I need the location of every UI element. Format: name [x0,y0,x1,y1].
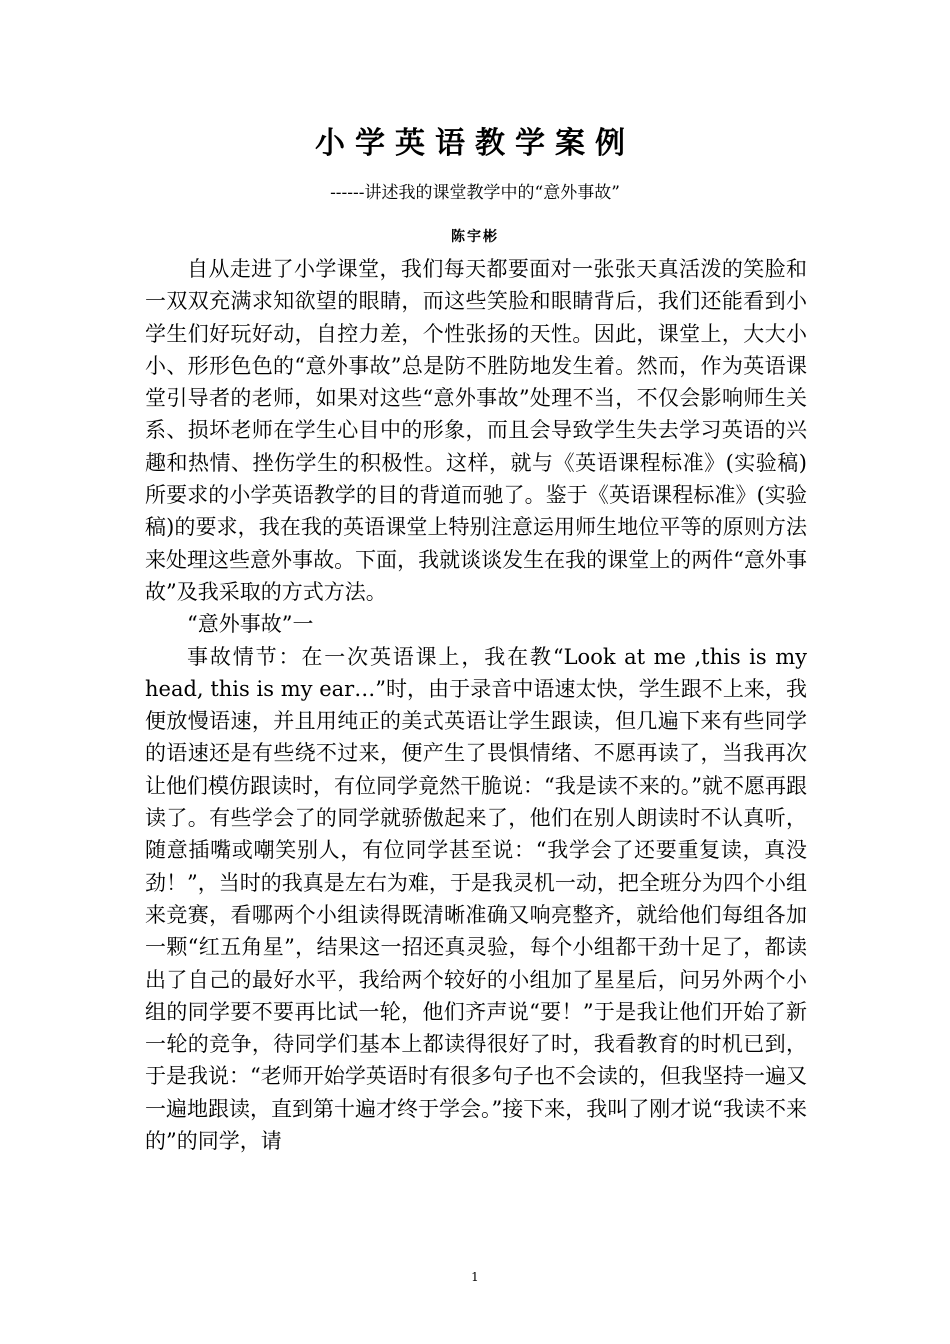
paragraph-incident: 事故情节：在一次英语课上，我在教“Look at me ,this is my head, this is my ear…”时，由于录音中语速太快，学生跟不上来，我便放慢语速，并且用纯正的美式英语让学生跟读，但几遍下来有些同学的语速还是有些绕不过来，便产生了畏惧情绪、不愿再读了，当我再次让他们模仿跟读时，有位同学竟然干脆说：“我是读不来的。”就不愿再跟读了。有些学会了的同学就骄傲起来了，他们在别人朗读时不认真听，随意插嘴或嘲笑别人，有位同学甚至说：“我学会了还要重复读，真没劲！”，当时的我真是左右为难，于是我灵机一动，把全班分为四个小组来竞赛，看哪两个小组读得既清晰准确又响亮整齐，就给他们每组各加一颗“红五角星”，结果这一招还真灵验，每个小组都干劲十足了，都读出了自己的最好水平，我给两个较好的小组加了星星后，问另外两个小组的同学要不要再比试一轮，他们齐声说“要！”于是我让他们开始了新一轮的竞争，待同学们基本上都读得很好了时，我看教育的时机已到，于是我说：“老师开始学英语时有很多句子也不会读的，但我坚持一遍又一遍地跟读，直到第十遍才终于学会。”接下来，我叫了刚才说“我读不来的”的同学，请 [145,644,807,1154]
body-text [145,253,807,1157]
paragraph-intro: 自从走进了小学课堂，我们每天都要面对一张张天真活泼的笑脸和一双双充满求知欲望的眼睛，而这些笑脸和眼睛背后，我们还能看到小学生们好玩好动，自控力差，个性张扬的天性。因此，课堂上，大大小小、形形色色的“意外事故”总是防不胜防地发生着。然而，作为英语课堂引导者的老师，如果对这些“意外事故”处理不当，不仅会影响师生关系、损坏老师在学生心目中的形象，而且会导致学生失去学习英语的兴趣和热情、挫伤学生的积极性。这样，就与《英语课程标准》(实验稿)所要求的小学英语教学的目的背道而驰了。鉴于《英语课程标准》(实验稿)的要求，我在我的英语课堂上特别注意运用师生地位平等的原则方法来处理这些意外事故。下面，我就谈谈发生在我的课堂上的两件“意外事故”及我采取的方式方法。 [145,257,807,604]
document-subtitle: ------讲述我的课堂教学中的“意外事故” [330,183,620,203]
author-name: 陈宇彬 [451,229,499,245]
page-number: 1 [471,1270,479,1284]
document-title: 小学英语教学案例 [315,126,635,161]
section-heading: “意外事故”一 [187,612,314,637]
